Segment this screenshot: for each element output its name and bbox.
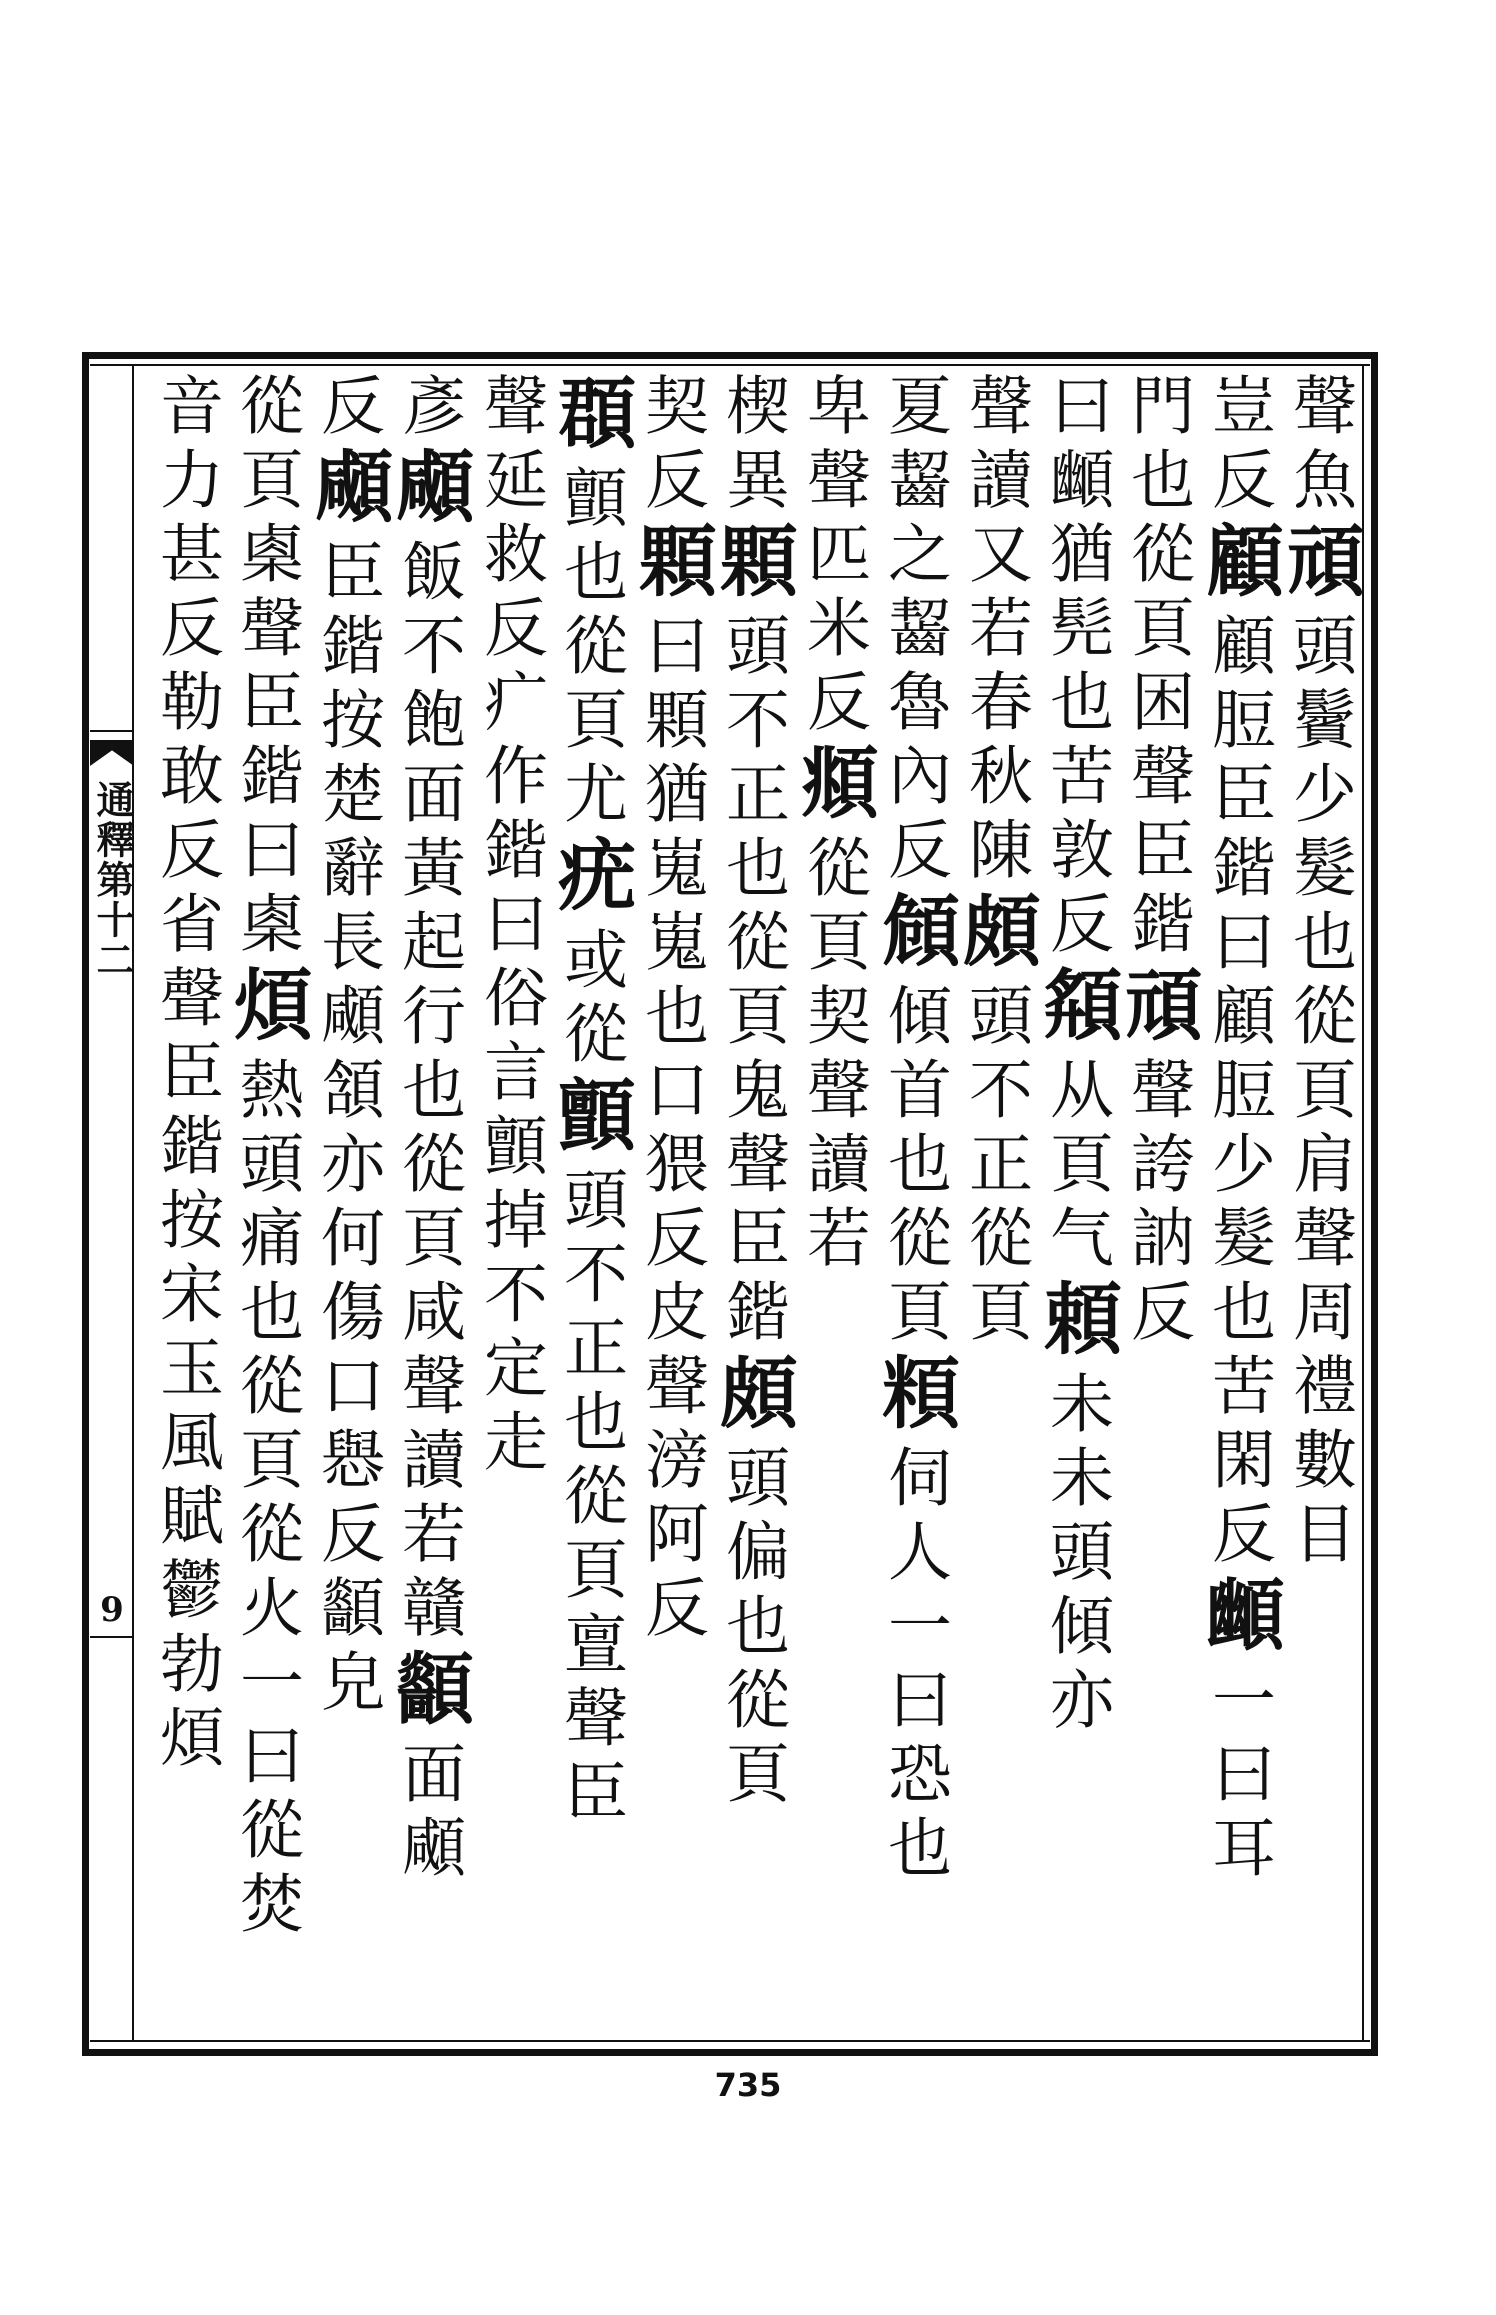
text-column (869, 366, 960, 2031)
banxin-rule-upper (90, 730, 134, 732)
gloss-text: 未未頭傾亦 (1039, 1370, 1113, 1740)
seal-script-headword: 顑 (383, 446, 474, 538)
text-column (707, 366, 798, 2031)
gloss-text: 門也從頁困聲臣鍇 (1120, 372, 1194, 964)
seal-script-headword: 頑 (1112, 964, 1203, 1056)
gloss-text: 疒作 (473, 668, 547, 816)
banxin-folio: 9 (100, 1590, 124, 1630)
text-column (1031, 366, 1122, 2031)
gloss-text: 顲皃 (310, 1574, 384, 1722)
page-number: 735 (714, 2066, 782, 2104)
gloss-text: 臣鍇按楚辭長顑頷亦何傷口㦛反 (310, 538, 384, 1574)
text-columns (140, 366, 1365, 2036)
seal-script-headword: 煩 (221, 964, 312, 1056)
text-column (950, 366, 1041, 2031)
gloss-text: 音力甚反勒敢反 (149, 372, 223, 890)
gloss-text: 曰顆猶嵬嵬也口猥反 (634, 612, 708, 1278)
gloss-text: 頭不正也從頁鬼聲臣鍇 (715, 612, 789, 1352)
seal-script-headword: 疣 (545, 834, 636, 926)
seal-script-headword: 頫 (788, 742, 879, 834)
gloss-text: 从頁气 (1039, 1056, 1113, 1278)
text-column (145, 366, 226, 2031)
inner-rule-bottom (90, 2040, 1370, 2042)
text-column (469, 366, 550, 2031)
gloss-text: 從頁㮚聲臣鍇曰㮚 (229, 372, 303, 964)
text-column (545, 366, 636, 2031)
gloss-text: 省聲臣鍇按宋玉風賦鬱勃煩 (149, 890, 223, 1778)
gloss-text: 皮聲滂阿反 (634, 1278, 708, 1648)
banxin-title: 通釋第十二 (90, 780, 135, 980)
inner-rule-right (1362, 366, 1364, 2040)
text-column (1274, 366, 1365, 2031)
gloss-text: 從頁契聲讀若 (796, 834, 870, 1278)
gloss-text: 或從 (553, 926, 627, 1074)
seal-script-headword: 顆 (707, 520, 798, 612)
text-column (626, 366, 717, 2031)
gloss-text: 面顑 (391, 1740, 465, 1888)
gloss-text: 顧脰臣鍇曰顧脰少髮也苦閑反 (1201, 612, 1275, 1574)
gloss-text: 飯不飽面黃起行也從頁咸聲讀若贛 (391, 538, 465, 1648)
seal-script-headword: 顫 (545, 1074, 636, 1166)
gloss-text: 契反 (634, 372, 708, 520)
gloss-text: 熱頭痛也從頁從火一曰從焚 (229, 1056, 303, 1944)
seal-script-headword: 頯 (1031, 964, 1122, 1056)
gloss-text: 頭偏也從頁 (715, 1444, 789, 1814)
gloss-text: 夏齧之齧魯內反 (877, 372, 951, 890)
seal-script-headword: 頵 (545, 372, 636, 464)
gloss-text: 伺人一曰恐也 (877, 1444, 951, 1888)
gloss-text: 頭鬢少髮也從頁肩聲周禮數目 (1282, 612, 1356, 1574)
gloss-text: 聲延救反 (473, 372, 547, 668)
banxin-rule-lower (90, 1636, 134, 1638)
seal-script-headword: 頗 (707, 1352, 798, 1444)
gloss-text: 頭不正從頁 (958, 982, 1032, 1352)
seal-script-headword: 頗 (950, 890, 1041, 982)
gloss-text: 聲誇訥反 (1120, 1056, 1194, 1352)
gloss-text: 傾首也從頁 (877, 982, 951, 1352)
gloss-text: 卑聲匹米反 (796, 372, 870, 742)
seal-script-headword: 顲 (383, 1648, 474, 1740)
text-column (1112, 366, 1203, 2031)
seal-script-headword: 頪 (869, 1352, 960, 1444)
text-column (302, 366, 393, 2031)
center-column-banxin (90, 366, 134, 2040)
gloss-text: 反 (310, 372, 384, 446)
gloss-text: 曰䫜猶髡也苦敦反 (1039, 372, 1113, 964)
text-column (1193, 366, 1284, 2031)
gloss-text: 一曰耳 (1201, 1666, 1275, 1888)
seal-script-headword: 顧 (1193, 520, 1284, 612)
gloss-text: 楔異 (715, 372, 789, 520)
seal-script-headword: 頑 (1274, 520, 1365, 612)
seal-script-headword: 頠 (869, 890, 960, 982)
gloss-text: 鍇曰俗言顫掉不定走 (473, 816, 547, 1482)
seal-script-headword: 顆 (626, 520, 717, 612)
gloss-text: 聲讀又若春秋陳 (958, 372, 1032, 890)
text-column (383, 366, 474, 2031)
gloss-text: 顫也從頁尤 (553, 464, 627, 834)
gloss-text: 聲魚 (1282, 372, 1356, 520)
seal-script-headword: 頼 (1031, 1278, 1122, 1370)
gloss-text: 豈反 (1201, 372, 1275, 520)
text-column (788, 366, 879, 2031)
gloss-text: 頭不正也從頁亶聲臣 (553, 1166, 627, 1832)
gloss-text: 彥 (391, 372, 465, 446)
seal-script-headword: 顑 (302, 446, 393, 538)
seal-script-headword: 䫜 (1193, 1574, 1284, 1666)
text-column (221, 366, 312, 2031)
